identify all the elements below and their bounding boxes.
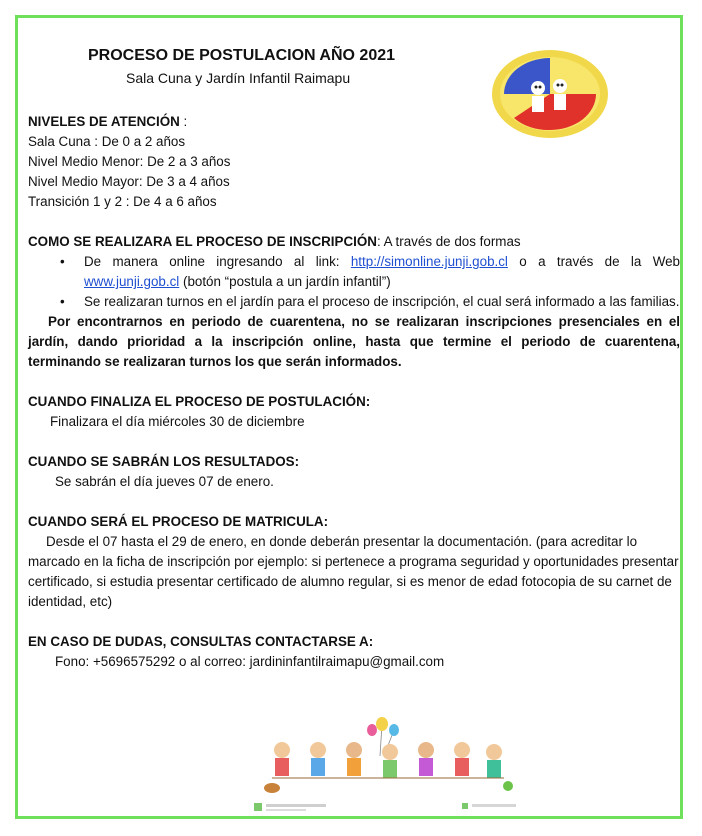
inscripcion-list (28, 252, 680, 312)
list-item (28, 292, 680, 312)
finaliza-text: Finalizara el día miércoles 30 de diciembre (50, 414, 305, 429)
resultados-text: Se sabrán el día jueves 07 de enero. (55, 474, 274, 489)
contacto-heading: EN CASO DE DUDAS, CONSULTAS CONTACTARSE A: (28, 634, 374, 649)
niveles-section (28, 112, 680, 212)
niveles-item: Sala Cuna : De 0 a 2 años (28, 134, 186, 149)
resultados-heading: CUANDO SE SABRÁN LOS RESULTADOS: (28, 454, 300, 469)
niveles-item: Nivel Medio Mayor: De 3 a 4 años (28, 174, 230, 189)
list-item (28, 252, 680, 292)
matricula-section (28, 512, 680, 612)
resultados-section (28, 452, 680, 492)
document-body (28, 112, 680, 672)
niveles-heading: NIVELES DE ATENCIÓN (28, 114, 180, 129)
contacto-text: Fono: +5696575292 o al correo: jardininfantilraimapu@gmail.com (55, 654, 445, 669)
junji-web-link[interactable]: www.junji.gob.cl (84, 274, 180, 289)
finaliza-section (28, 392, 680, 432)
matricula-text: Desde el 07 hasta el 29 de enero, en donde deberán presentar la documentación. (para acreditar lo marcado en la ficha de inscripción por ejemplo: si pertenece a programa seguridad y oportunidades presentar certificado, si estudia presentar certificado de alumno regular, si es menor de edad fotocopia de su carnet de identidad, etc) (28, 534, 679, 609)
niveles-heading-suffix: : (179, 114, 188, 129)
bullet-text: (botón “postula a un jardín infantil”) (179, 274, 391, 289)
niveles-item: Transición 1 y 2 : De 4 a 6 años (28, 194, 217, 209)
niveles-item: Nivel Medio Menor: De 2 a 3 años (28, 154, 231, 169)
contacto-section (28, 632, 680, 672)
page-title: PROCESO DE POSTULACION AÑO 2021 (88, 47, 396, 64)
bullet-text: o a través de la Web (507, 254, 680, 269)
inscripcion-section (28, 232, 680, 372)
bullet-icon: • (60, 254, 65, 269)
bullet-icon: • (60, 294, 65, 309)
bullet-text: De manera online ingresando al link: (84, 254, 351, 269)
cuarentena-note: Por encontrarnos en periodo de cuarentena, no se realizaran inscripciones presenciales en el jardín, dando prioridad a la inscripción online, hasta que termine el periodo de cuarentena, terminando se realizaran turnos los que serán informados. (28, 314, 680, 369)
matricula-heading: CUANDO SERÁ EL PROCESO DE MATRICULA: (28, 514, 329, 529)
kids-row (272, 742, 504, 778)
bullet-text: Se realizaran turnos en el jardín para el proceso de inscripción, el cual será informado a las familias. (84, 294, 680, 309)
footer-logos-strip (252, 800, 520, 814)
finaliza-heading: CUANDO FINALIZA EL PROCESO DE POSTULACIÓN: (28, 394, 371, 409)
children-balloons-illustration (262, 716, 514, 796)
page-subtitle: Sala Cuna y Jardín Infantil Raimapu (126, 70, 351, 86)
inscripcion-heading-rest: : A través de dos formas (376, 234, 521, 249)
simonline-link[interactable]: http://simonline.junji.gob.cl (350, 254, 508, 269)
inscripcion-heading: COMO SE REALIZARA EL PROCESO DE INSCRIPCIÓN (28, 234, 377, 249)
